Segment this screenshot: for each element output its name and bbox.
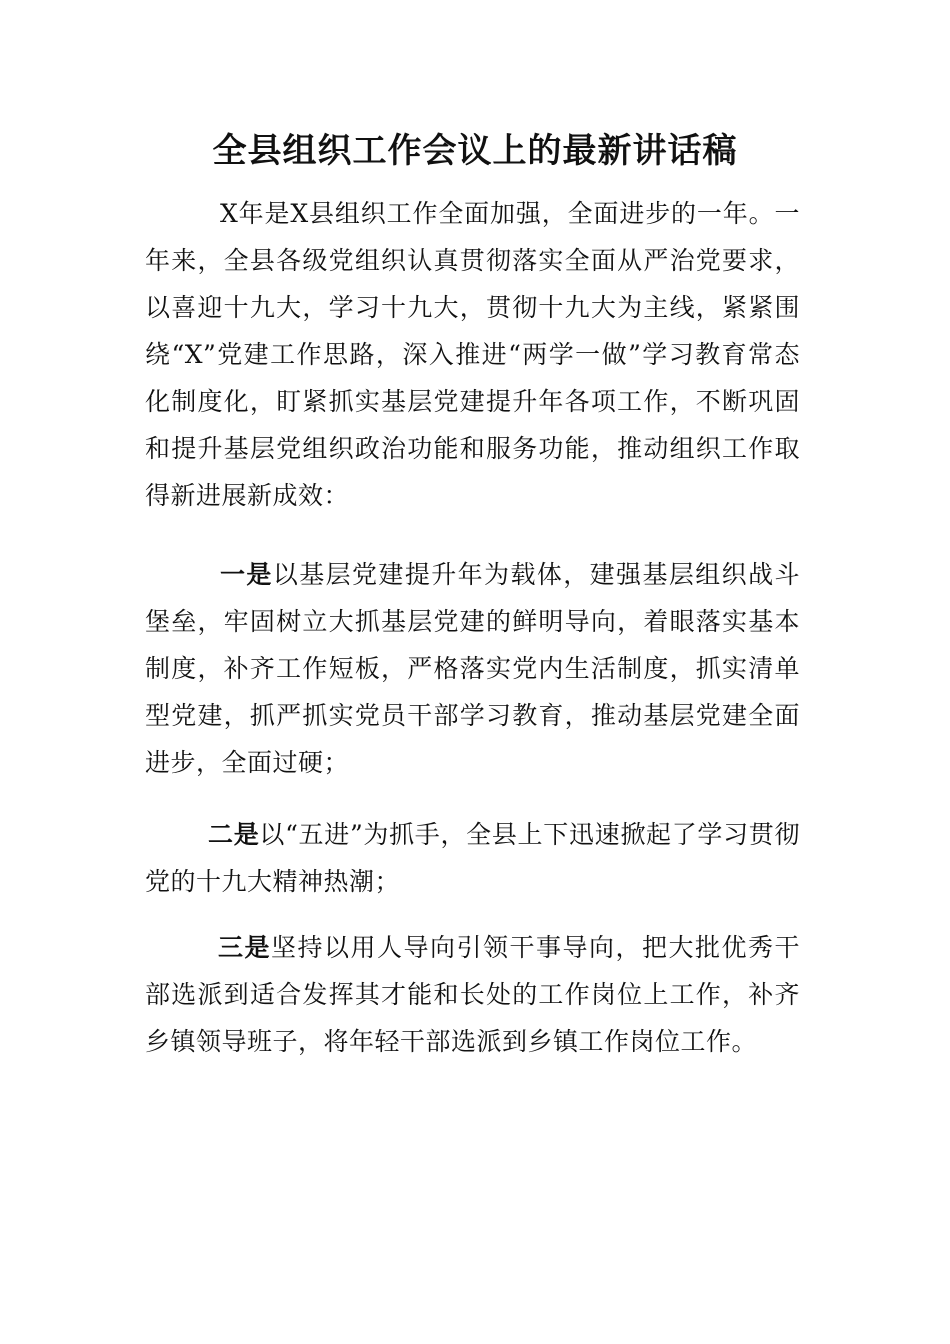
paragraph-point-three-text: 坚持以用人导向引领干事导向，把大批优秀干部选派到适合发挥其才能和长处的工作岗位上工作，补齐乡镇领导班子，将年轻干部选派到乡镇工作岗位工作。 [145,933,800,1056]
paragraph-intro [145,190,800,519]
paragraph-point-three-lead: 三是 [218,933,271,962]
paragraph-point-two-lead: 二是 [208,820,260,849]
paragraph-point-one-text: 以基层党建提升年为载体，建强基层组织战斗堡垒，牢固树立大抓基层党建的鲜明导向，着眼落实基本制度，补齐工作短板，严格落实党内生活制度，抓实清单型党建，抓严抓实党员干部学习教育，推动基层党建全面进步，全面过硬； [145,560,800,777]
paragraph-point-one-lead: 一是 [220,560,273,589]
paragraph-point-two-text: 以“五进”为抓手，全县上下迅速掀起了学习贯彻党的十九大精神热潮； [145,820,800,896]
paragraph-point-three [145,924,800,1065]
paragraph-point-two [145,811,800,905]
paragraph-intro-text: X年是X县组织工作全面加强，全面进步的一年。一年来，全县各级党组织认真贯彻落实全面从严治党要求，以喜迎十九大，学习十九大，贯彻十九大为主线，紧紧围绕“X”党建工作思路，深入推进“两学一做”学习教育常态化制度化，盯紧抓实基层党建提升年各项工作，不断巩固和提升基层党组织政治功能和服务功能，推动组织工作取得新进展新成效： [145,199,800,510]
paragraph-point-one [145,551,800,786]
document-title: 全县组织工作会议上的最新讲话稿 [212,131,738,171]
